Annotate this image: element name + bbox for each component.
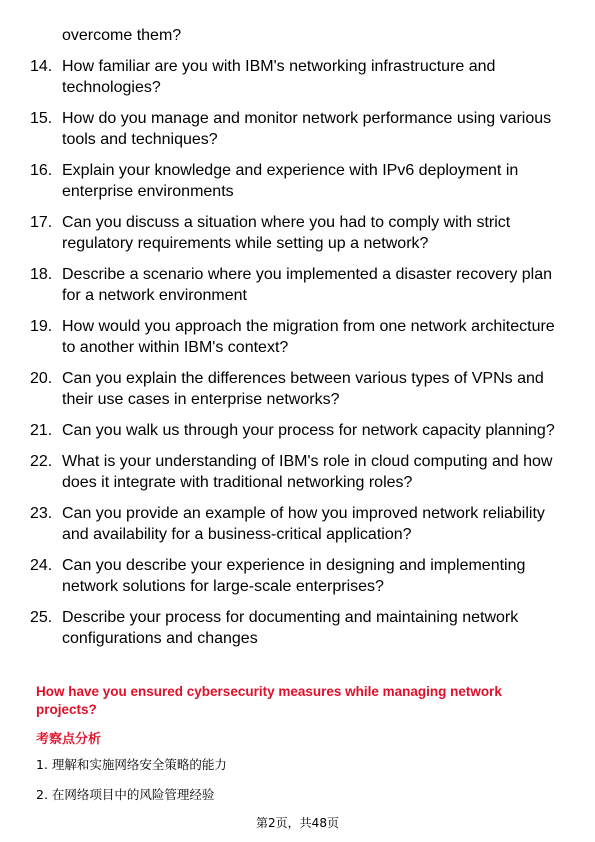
question-text: What is your understanding of IBM's role in cloud computing and how does it integrate with traditional networking roles?: [62, 453, 553, 491]
question-text: Can you walk us through your process for network capacity planning?: [62, 422, 555, 439]
question-text: How do you manage and monitor network performance using various tools and techniques?: [62, 110, 552, 148]
highlighted-question: How have you ensured cybersecurity measures while managing network projects?: [36, 684, 502, 717]
question-item: [30, 56, 565, 98]
question-text: Can you describe your experience in designing and implementing network solutions for large-scale enterprises?: [62, 557, 526, 595]
question-text: Describe a scenario where you implemented a disaster recovery plan for a network environment: [62, 266, 553, 304]
question-number: 25.: [30, 609, 53, 626]
analysis-point: 1. 理解和实施网络安全策略的能力: [36, 757, 227, 772]
question-item: [30, 555, 565, 597]
question-item: [30, 160, 565, 202]
analysis-point: 2. 在网络项目中的风险管理经验: [36, 787, 215, 802]
question-item: [30, 607, 565, 649]
question-number: 23.: [30, 505, 53, 522]
page-footer: 第2页，共48页: [256, 816, 339, 830]
question-text: How would you approach the migration from one network architecture to another within IBM's context?: [62, 318, 555, 356]
question-text: How familiar are you with IBM's networking infrastructure and technologies?: [62, 58, 496, 96]
question-text: Explain your knowledge and experience with IPv6 deployment in enterprise environments: [62, 162, 519, 200]
question-item: [30, 368, 565, 410]
analysis-heading: 考察点分析: [36, 732, 102, 747]
question-item: [30, 264, 565, 306]
question-number: 15.: [30, 110, 53, 127]
question-text: Can you explain the differences between various types of VPNs and their use cases in enterprise networks?: [62, 370, 544, 408]
question-item: [30, 451, 565, 493]
question-item: [30, 212, 565, 254]
question-number: 19.: [30, 318, 53, 335]
question-text: Can you discuss a situation where you had to comply with strict regulatory requirements while setting up a network?: [62, 214, 511, 252]
question-text: Describe your process for documenting and maintaining network configurations and changes: [62, 609, 519, 647]
question-number: 16.: [30, 162, 53, 179]
question-item: [30, 316, 565, 358]
question-number: 24.: [30, 557, 53, 574]
question-item: [30, 503, 565, 545]
question-number: 22.: [30, 453, 53, 470]
question-number: 18.: [30, 266, 53, 283]
question-list: [30, 25, 565, 659]
question-number: 21.: [30, 422, 53, 439]
question-text: Can you provide an example of how you improved network reliability and availability for a business-critical application?: [62, 505, 545, 543]
question-continuation: overcome them?: [62, 27, 182, 44]
question-number: 17.: [30, 214, 53, 231]
question-number: 20.: [30, 370, 53, 387]
question-item: [30, 108, 565, 150]
question-number: 14.: [30, 58, 53, 75]
question-item: [30, 420, 565, 441]
